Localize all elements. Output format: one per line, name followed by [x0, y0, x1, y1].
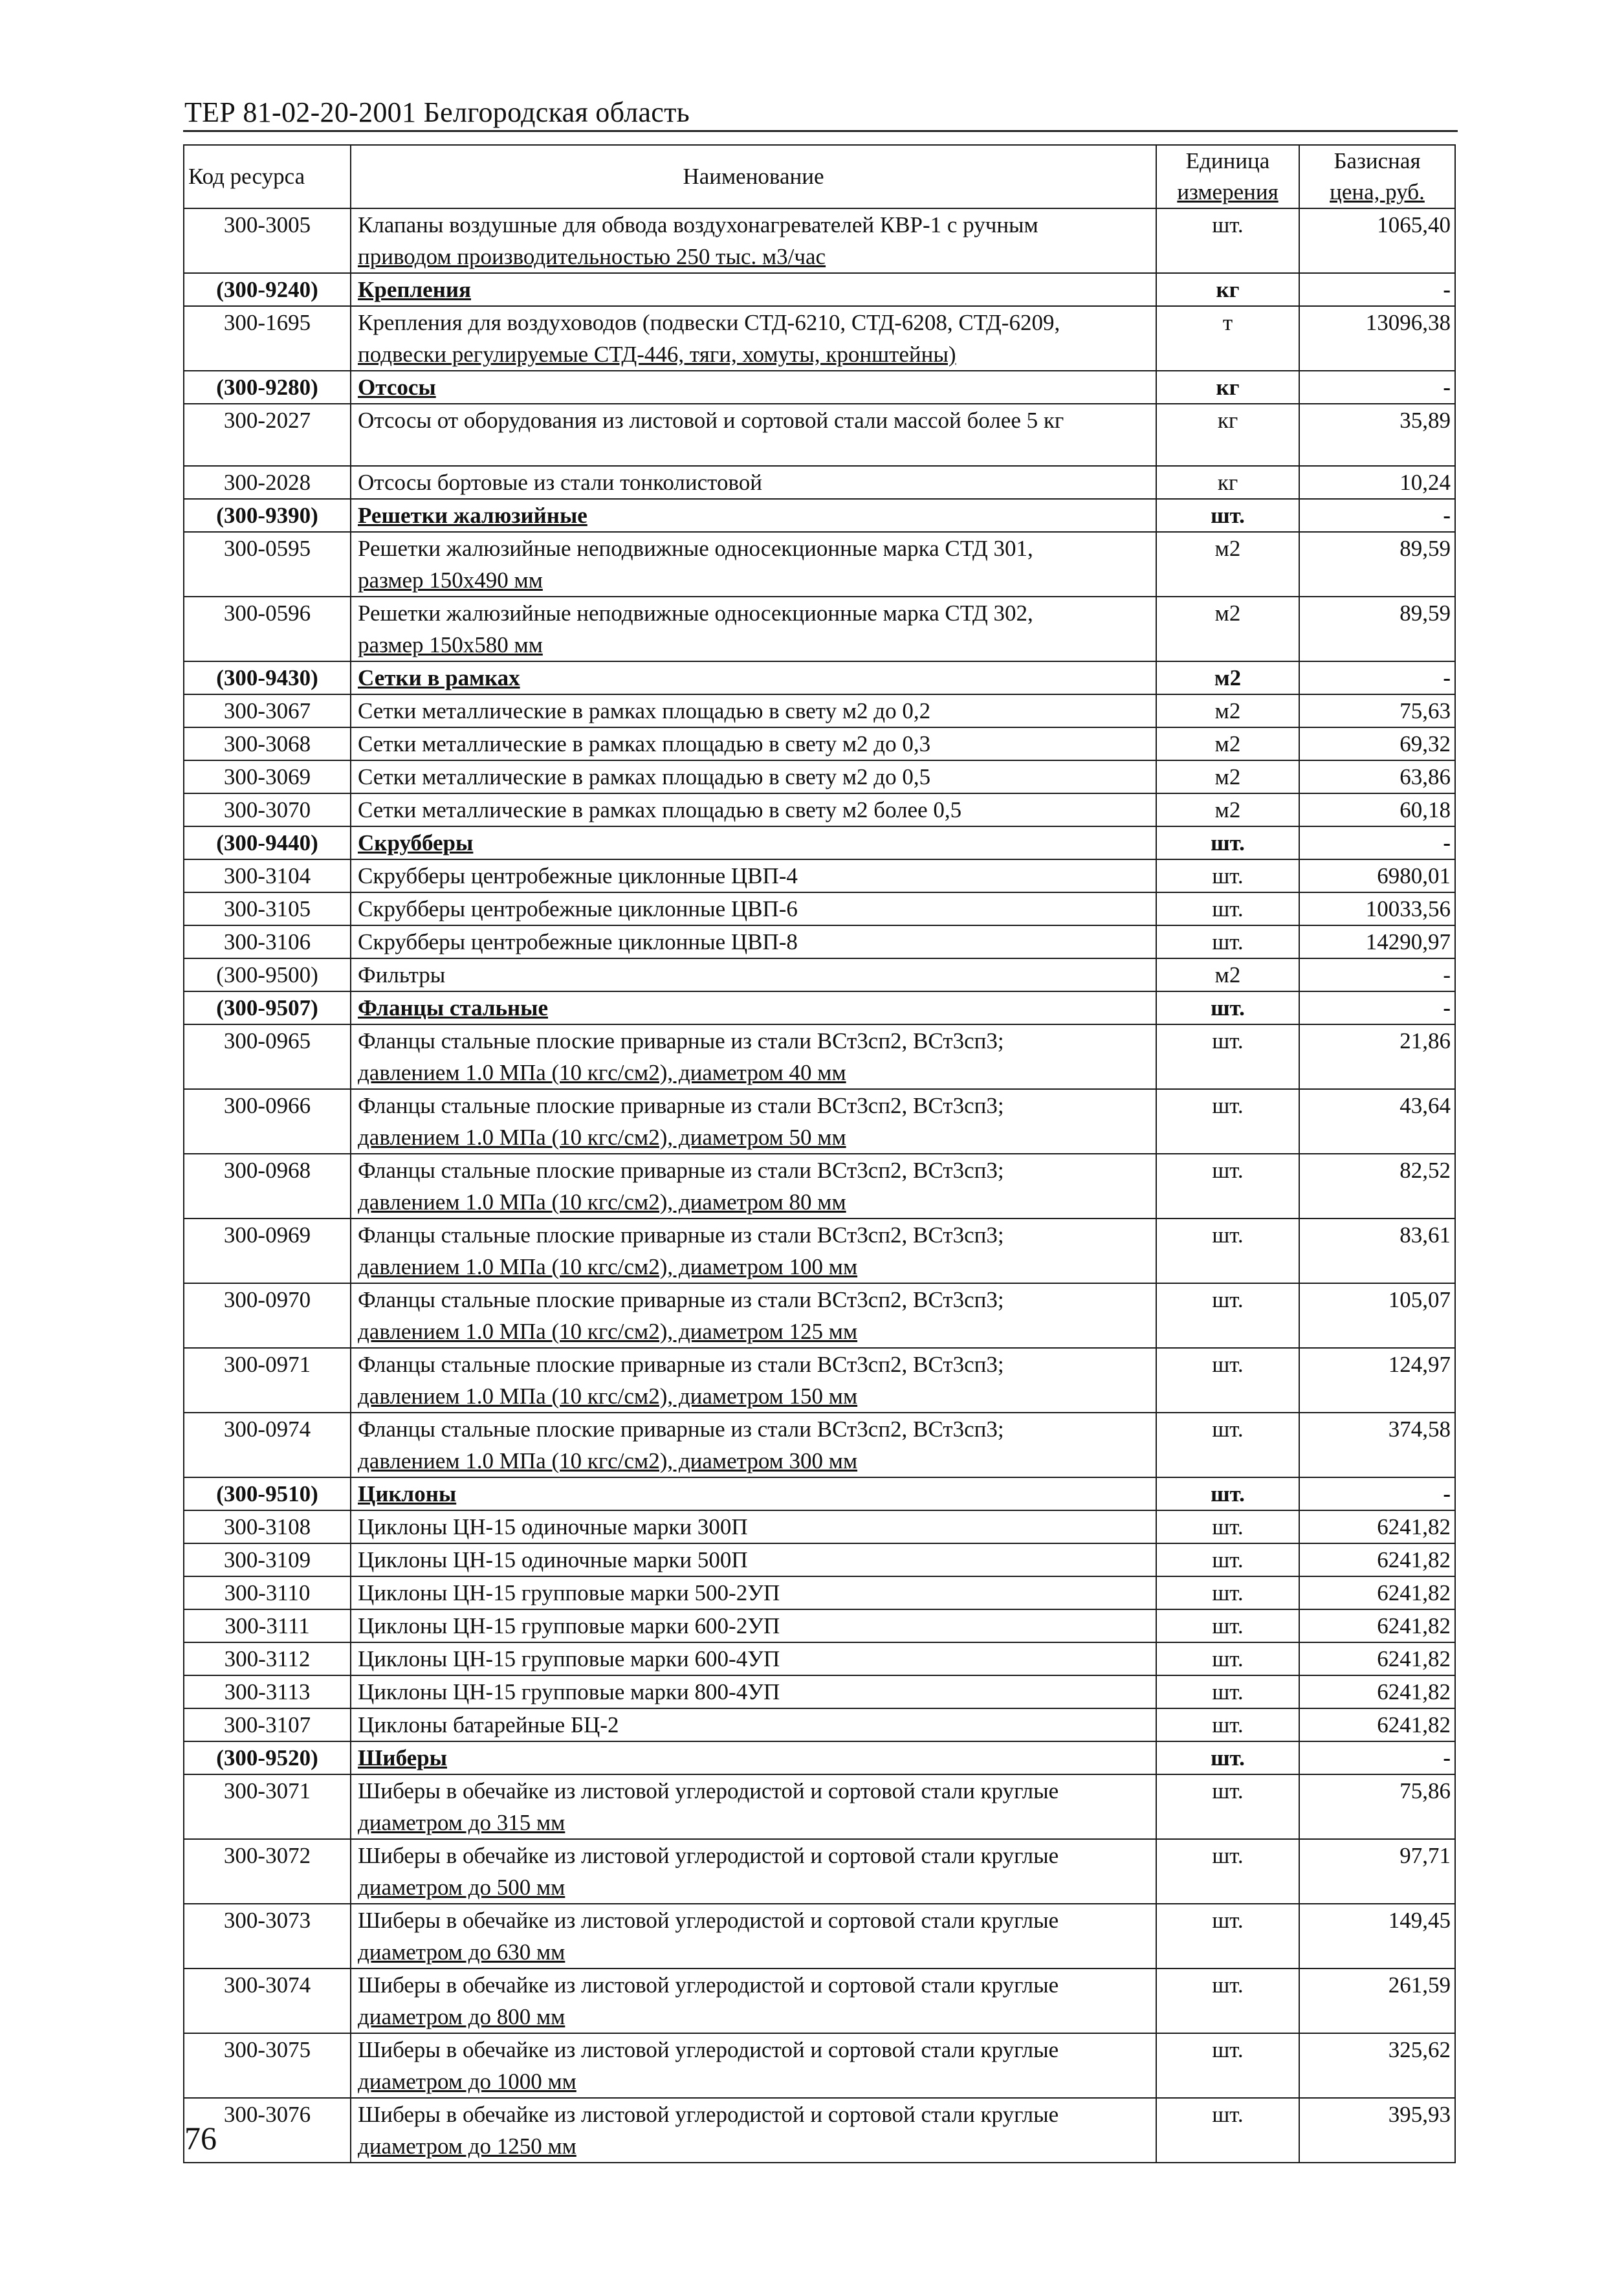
cell-price: 374,58 — [1299, 1413, 1455, 1477]
cell-price: 6241,82 — [1299, 1510, 1455, 1543]
cell-unit: м2 — [1156, 760, 1299, 793]
cell-code: 300-3067 — [184, 694, 351, 727]
cell-name: Фланцы стальные — [351, 991, 1156, 1024]
cell-name — [351, 1089, 1156, 1154]
cell-name: Скрубберы центробежные циклонные ЦВП-4 — [351, 859, 1156, 892]
table-row — [184, 1708, 1455, 1741]
cell-name-line1: Фланцы стальные плоские приварные из стали ВСт3сп2, ВСт3сп3; — [358, 1222, 1004, 1248]
cell-price: 43,64 — [1299, 1089, 1455, 1154]
cell-name: Сетки в рамках — [351, 661, 1156, 694]
cell-name-line1: Отсосы от оборудования из листовой и сортовой стали массой более 5 кг — [358, 408, 1064, 433]
cell-code: 300-2027 — [184, 404, 351, 466]
cell-price: 60,18 — [1299, 793, 1455, 826]
cell-price: 1065,40 — [1299, 208, 1455, 273]
cell-name: Крепления — [351, 273, 1156, 306]
cell-unit: шт. — [1156, 859, 1299, 892]
table-row — [184, 793, 1455, 826]
cell-name-line2: размер 150х490 мм — [358, 568, 543, 593]
cell-unit: шт. — [1156, 1904, 1299, 1969]
cell-price: 63,86 — [1299, 760, 1455, 793]
cell-name-line2: давлением 1.0 МПа (10 кгс/см2), диаметром 150 мм — [358, 1384, 858, 1409]
cell-unit: шт. — [1156, 2033, 1299, 2098]
table-row — [184, 925, 1455, 958]
cell-unit: шт. — [1156, 1839, 1299, 1904]
cell-name — [351, 1024, 1156, 1089]
cell-name-line2: давлением 1.0 МПа (10 кгс/см2), диаметром 50 мм — [358, 1125, 846, 1150]
cell-price: 6241,82 — [1299, 1576, 1455, 1609]
table-group-row — [184, 1477, 1455, 1510]
cell-name: Сетки металлические в рамках площадью в свету м2 до 0,3 — [351, 727, 1156, 760]
cell-code: 300-3110 — [184, 1576, 351, 1609]
column-header-unit — [1156, 145, 1299, 208]
cell-unit: шт. — [1156, 1708, 1299, 1741]
table-row — [184, 1510, 1455, 1543]
cell-code: (300-9430) — [184, 661, 351, 694]
cell-price: - — [1299, 661, 1455, 694]
table-row — [184, 1283, 1455, 1348]
cell-unit: м2 — [1156, 597, 1299, 661]
cell-name-line2: диаметром до 1000 мм — [358, 2069, 576, 2094]
cell-name-line2: диаметром до 315 мм — [358, 1810, 565, 1835]
cell-price: 82,52 — [1299, 1154, 1455, 1219]
cell-name: Скрубберы центробежные циклонные ЦВП-8 — [351, 925, 1156, 958]
cell-name-line1: Шиберы в обечайке из листовой углеродистой и сортовой стали круглые — [358, 1778, 1059, 1803]
cell-name: Сетки металлические в рамках площадью в свету м2 более 0,5 — [351, 793, 1156, 826]
cell-name-line2: давлением 1.0 МПа (10 кгс/см2), диаметром 40 мм — [358, 1060, 846, 1085]
table-row — [184, 859, 1455, 892]
cell-code: 300-3112 — [184, 1642, 351, 1675]
cell-price: 21,86 — [1299, 1024, 1455, 1089]
cell-name: Скрубберы — [351, 826, 1156, 859]
cell-name-line1: Крепления для воздуховодов (подвески СТД-6210, СТД-6208, СТД-6209, — [358, 310, 1060, 335]
cell-price: 13096,38 — [1299, 306, 1455, 371]
cell-name — [351, 208, 1156, 273]
cell-code: 300-3113 — [184, 1675, 351, 1708]
cell-name: Циклоны ЦН-15 групповые марки 800-4УП — [351, 1675, 1156, 1708]
table-row — [184, 404, 1455, 466]
table-group-row — [184, 661, 1455, 694]
cell-code: (300-9520) — [184, 1741, 351, 1774]
table-row — [184, 1348, 1455, 1413]
cell-price: 10033,56 — [1299, 892, 1455, 925]
cell-code: (300-9240) — [184, 273, 351, 306]
cell-code: 300-3104 — [184, 859, 351, 892]
cell-name-line1: Фланцы стальные плоские приварные из стали ВСт3сп2, ВСт3сп3; — [358, 1352, 1004, 1377]
cell-name-line1: Фланцы стальные плоские приварные из стали ВСт3сп2, ВСт3сп3; — [358, 1158, 1004, 1183]
table-row — [184, 2033, 1455, 2098]
table-row — [184, 1774, 1455, 1839]
column-header-price-line2: цена, руб. — [1330, 179, 1425, 204]
table-row — [184, 1839, 1455, 1904]
cell-unit: шт. — [1156, 991, 1299, 1024]
cell-code: 300-3072 — [184, 1839, 351, 1904]
cell-name-line2: диаметром до 630 мм — [358, 1939, 565, 1965]
cell-name: Циклоны ЦН-15 групповые марки 500-2УП — [351, 1576, 1156, 1609]
cell-name-line1: Решетки жалюзийные неподвижные односекционные марка СТД 302, — [358, 601, 1033, 626]
table-row — [184, 958, 1455, 991]
table-row — [184, 306, 1455, 371]
cell-unit: т — [1156, 306, 1299, 371]
cell-price: - — [1299, 499, 1455, 532]
table-row — [184, 466, 1455, 499]
cell-code: 300-0971 — [184, 1348, 351, 1413]
table-row — [184, 1089, 1455, 1154]
cell-unit: шт. — [1156, 892, 1299, 925]
cell-unit: шт. — [1156, 1089, 1299, 1154]
cell-code: 300-0965 — [184, 1024, 351, 1089]
cell-price: - — [1299, 958, 1455, 991]
cell-code: 300-0969 — [184, 1219, 351, 1283]
cell-unit: шт. — [1156, 1283, 1299, 1348]
table-row — [184, 1904, 1455, 1969]
cell-code: 300-0966 — [184, 1089, 351, 1154]
cell-code: (300-9510) — [184, 1477, 351, 1510]
cell-unit: шт. — [1156, 1510, 1299, 1543]
column-header-name: Наименование — [351, 145, 1156, 208]
cell-unit: шт. — [1156, 1219, 1299, 1283]
cell-name — [351, 1219, 1156, 1283]
table-row — [184, 892, 1455, 925]
cell-name: Фильтры — [351, 958, 1156, 991]
column-header-price — [1299, 145, 1455, 208]
table-row — [184, 760, 1455, 793]
cell-price: 395,93 — [1299, 2098, 1455, 2163]
cell-unit: шт. — [1156, 208, 1299, 273]
cell-name-line1: Шиберы в обечайке из листовой углеродистой и сортовой стали круглые — [358, 1972, 1059, 1998]
cell-name: Циклоны ЦН-15 групповые марки 600-2УП — [351, 1609, 1156, 1642]
cell-unit: шт. — [1156, 1969, 1299, 2033]
cell-price: 35,89 — [1299, 404, 1455, 466]
cell-name-line2: давлением 1.0 МПа (10 кгс/см2), диаметром 125 мм — [358, 1319, 858, 1344]
cell-code: (300-9500) — [184, 958, 351, 991]
cell-name-line2 — [358, 436, 1156, 465]
cell-unit: кг — [1156, 273, 1299, 306]
cell-price: - — [1299, 826, 1455, 859]
cell-name-line2: диаметром до 500 мм — [358, 1875, 565, 1900]
table-body — [184, 208, 1455, 2163]
cell-code: 300-3071 — [184, 1774, 351, 1839]
cell-price: 89,59 — [1299, 532, 1455, 597]
cell-unit: кг — [1156, 404, 1299, 466]
cell-name-line1: Шиберы в обечайке из листовой углеродистой и сортовой стали круглые — [358, 2037, 1059, 2062]
cell-code: 300-0595 — [184, 532, 351, 597]
cell-unit: м2 — [1156, 727, 1299, 760]
cell-code: 300-3068 — [184, 727, 351, 760]
cell-price: 105,07 — [1299, 1283, 1455, 1348]
table-row — [184, 2098, 1455, 2163]
cell-unit: шт. — [1156, 1675, 1299, 1708]
table-row — [184, 727, 1455, 760]
cell-name-line2: подвески регулируемые СТД-446, тяги, хомуты, кронштейны) — [358, 342, 956, 367]
cell-name: Циклоны ЦН-15 одиночные марки 300П — [351, 1510, 1156, 1543]
table-row — [184, 1609, 1455, 1642]
cell-name — [351, 1774, 1156, 1839]
column-header-code: Код ресурса — [184, 145, 351, 208]
cell-name-line1: Фланцы стальные плоские приварные из стали ВСт3сп2, ВСт3сп3; — [358, 1028, 1004, 1053]
table-group-row — [184, 499, 1455, 532]
cell-name: Отсосы — [351, 371, 1156, 404]
table-row — [184, 1154, 1455, 1219]
cell-name: Сетки металлические в рамках площадью в свету м2 до 0,2 — [351, 694, 1156, 727]
cell-name-line1: Шиберы в обечайке из листовой углеродистой и сортовой стали круглые — [358, 2102, 1059, 2127]
cell-name — [351, 1904, 1156, 1969]
cell-price: 325,62 — [1299, 2033, 1455, 2098]
cell-name: Циклоны батарейные БЦ-2 — [351, 1708, 1156, 1741]
cell-unit: шт. — [1156, 1024, 1299, 1089]
cell-name — [351, 2098, 1156, 2163]
cell-code: 300-3005 — [184, 208, 351, 273]
cell-price: 149,45 — [1299, 1904, 1455, 1969]
cell-code: 300-3076 — [184, 2098, 351, 2163]
cell-unit: шт. — [1156, 1154, 1299, 1219]
table-row — [184, 1969, 1455, 2033]
cell-code: 300-1695 — [184, 306, 351, 371]
cell-code: 300-3074 — [184, 1969, 351, 2033]
cell-price: - — [1299, 1477, 1455, 1510]
cell-name-line1: Фланцы стальные плоские приварные из стали ВСт3сп2, ВСт3сп3; — [358, 1417, 1004, 1442]
column-header-unit-line1: Единица — [1185, 148, 1270, 173]
cell-name: Скрубберы центробежные циклонные ЦВП-6 — [351, 892, 1156, 925]
cell-price: 6241,82 — [1299, 1543, 1455, 1576]
cell-price: - — [1299, 1741, 1455, 1774]
cell-code: 300-3107 — [184, 1708, 351, 1741]
cell-code: 300-3070 — [184, 793, 351, 826]
cell-price: 6241,82 — [1299, 1609, 1455, 1642]
table-header-row — [184, 145, 1455, 208]
column-header-unit-line2: измерения — [1177, 179, 1278, 204]
table-group-row — [184, 991, 1455, 1024]
cell-price: 89,59 — [1299, 597, 1455, 661]
table-row — [184, 1642, 1455, 1675]
cell-name: Отсосы бортовые из стали тонколистовой — [351, 466, 1156, 499]
cell-code: 300-0968 — [184, 1154, 351, 1219]
table-group-row — [184, 273, 1455, 306]
table-row — [184, 1675, 1455, 1708]
cell-unit: шт. — [1156, 1413, 1299, 1477]
cell-code: 300-2028 — [184, 466, 351, 499]
cell-name — [351, 1348, 1156, 1413]
cell-name-line1: Фланцы стальные плоские приварные из стали ВСт3сп2, ВСт3сп3; — [358, 1287, 1004, 1312]
cell-unit: шт. — [1156, 1576, 1299, 1609]
cell-name — [351, 1413, 1156, 1477]
cell-name — [351, 2033, 1156, 2098]
table-row — [184, 1543, 1455, 1576]
cell-name-line1: Шиберы в обечайке из листовой углеродистой и сортовой стали круглые — [358, 1908, 1059, 1933]
cell-name-line2: давлением 1.0 МПа (10 кгс/см2), диаметром 300 мм — [358, 1448, 858, 1473]
cell-code: 300-3069 — [184, 760, 351, 793]
cell-unit: кг — [1156, 466, 1299, 499]
cell-unit: шт. — [1156, 2098, 1299, 2163]
header-divider — [183, 130, 1458, 132]
cell-price: 75,86 — [1299, 1774, 1455, 1839]
table-group-row — [184, 826, 1455, 859]
cell-name-line2: диаметром до 1250 мм — [358, 2134, 576, 2159]
cell-code: 300-3109 — [184, 1543, 351, 1576]
cell-price: 75,63 — [1299, 694, 1455, 727]
table-row — [184, 597, 1455, 661]
cell-name-line1: Фланцы стальные плоские приварные из стали ВСт3сп2, ВСт3сп3; — [358, 1093, 1004, 1118]
cell-unit: шт. — [1156, 1477, 1299, 1510]
cell-code: 300-3111 — [184, 1609, 351, 1642]
cell-unit: м2 — [1156, 958, 1299, 991]
cell-price: 6241,82 — [1299, 1642, 1455, 1675]
cell-name — [351, 597, 1156, 661]
cell-name-line2: размер 150х580 мм — [358, 632, 543, 657]
cell-price: - — [1299, 273, 1455, 306]
cell-code: 300-3105 — [184, 892, 351, 925]
cell-unit: шт. — [1156, 925, 1299, 958]
cell-code: 300-3106 — [184, 925, 351, 958]
table-group-row — [184, 1741, 1455, 1774]
cell-name: Шиберы — [351, 1741, 1156, 1774]
cell-unit: шт. — [1156, 499, 1299, 532]
cell-name: Циклоны ЦН-15 групповые марки 600-4УП — [351, 1642, 1156, 1675]
cell-name-line1: Клапаны воздушные для обвода воздухонагревателей КВР-1 с ручным — [358, 212, 1038, 237]
resource-price-table — [183, 144, 1456, 2163]
cell-unit: кг — [1156, 371, 1299, 404]
table-group-row — [184, 371, 1455, 404]
cell-unit: м2 — [1156, 793, 1299, 826]
cell-name — [351, 1969, 1156, 2033]
cell-name: Решетки жалюзийные — [351, 499, 1156, 532]
cell-name-line1: Решетки жалюзийные неподвижные односекционные марка СТД 301, — [358, 536, 1033, 561]
cell-price: 6241,82 — [1299, 1708, 1455, 1741]
cell-code: 300-0974 — [184, 1413, 351, 1477]
page-number: 76 — [184, 2120, 217, 2156]
cell-unit: шт. — [1156, 826, 1299, 859]
cell-code: (300-9507) — [184, 991, 351, 1024]
cell-unit: м2 — [1156, 532, 1299, 597]
cell-name: Циклоны — [351, 1477, 1156, 1510]
cell-name — [351, 1839, 1156, 1904]
cell-name — [351, 306, 1156, 371]
cell-name-line2: диаметром до 800 мм — [358, 2004, 565, 2029]
cell-price: 261,59 — [1299, 1969, 1455, 2033]
cell-name — [351, 532, 1156, 597]
table-row — [184, 1024, 1455, 1089]
cell-code: (300-9440) — [184, 826, 351, 859]
cell-code: 300-0596 — [184, 597, 351, 661]
cell-price: - — [1299, 991, 1455, 1024]
page-header-title: ТЕР 81-02-20-2001 Белгородская область — [184, 96, 690, 128]
cell-code: (300-9280) — [184, 371, 351, 404]
cell-code: (300-9390) — [184, 499, 351, 532]
cell-unit: м2 — [1156, 694, 1299, 727]
cell-price: 6980,01 — [1299, 859, 1455, 892]
cell-code: 300-3073 — [184, 1904, 351, 1969]
cell-code: 300-0970 — [184, 1283, 351, 1348]
table-row — [184, 694, 1455, 727]
cell-price: 97,71 — [1299, 1839, 1455, 1904]
cell-price: 69,32 — [1299, 727, 1455, 760]
cell-unit: шт. — [1156, 1741, 1299, 1774]
cell-price: 10,24 — [1299, 466, 1455, 499]
cell-name-line1: Шиберы в обечайке из листовой углеродистой и сортовой стали круглые — [358, 1843, 1059, 1868]
cell-unit: шт. — [1156, 1543, 1299, 1576]
table-row — [184, 1576, 1455, 1609]
cell-price: 14290,97 — [1299, 925, 1455, 958]
cell-name — [351, 1154, 1156, 1219]
cell-price: - — [1299, 371, 1455, 404]
table-row — [184, 1413, 1455, 1477]
column-header-price-line1: Базисная — [1333, 148, 1421, 173]
cell-unit: шт. — [1156, 1609, 1299, 1642]
cell-unit: шт. — [1156, 1774, 1299, 1839]
cell-name — [351, 404, 1156, 466]
table-row — [184, 208, 1455, 273]
cell-name: Сетки металлические в рамках площадью в свету м2 до 0,5 — [351, 760, 1156, 793]
table-row — [184, 532, 1455, 597]
cell-unit: м2 — [1156, 661, 1299, 694]
cell-name: Циклоны ЦН-15 одиночные марки 500П — [351, 1543, 1156, 1576]
cell-code: 300-3108 — [184, 1510, 351, 1543]
cell-name — [351, 1283, 1156, 1348]
table-row — [184, 1219, 1455, 1283]
cell-code: 300-3075 — [184, 2033, 351, 2098]
cell-price: 124,97 — [1299, 1348, 1455, 1413]
cell-name-line2: давлением 1.0 МПа (10 кгс/см2), диаметром 80 мм — [358, 1189, 846, 1215]
cell-price: 83,61 — [1299, 1219, 1455, 1283]
cell-unit: шт. — [1156, 1642, 1299, 1675]
cell-unit: шт. — [1156, 1348, 1299, 1413]
cell-price: 6241,82 — [1299, 1675, 1455, 1708]
cell-name-line2: давлением 1.0 МПа (10 кгс/см2), диаметром 100 мм — [358, 1254, 858, 1279]
cell-name-line2: приводом производительностью 250 тыс. м3/час — [358, 244, 826, 269]
